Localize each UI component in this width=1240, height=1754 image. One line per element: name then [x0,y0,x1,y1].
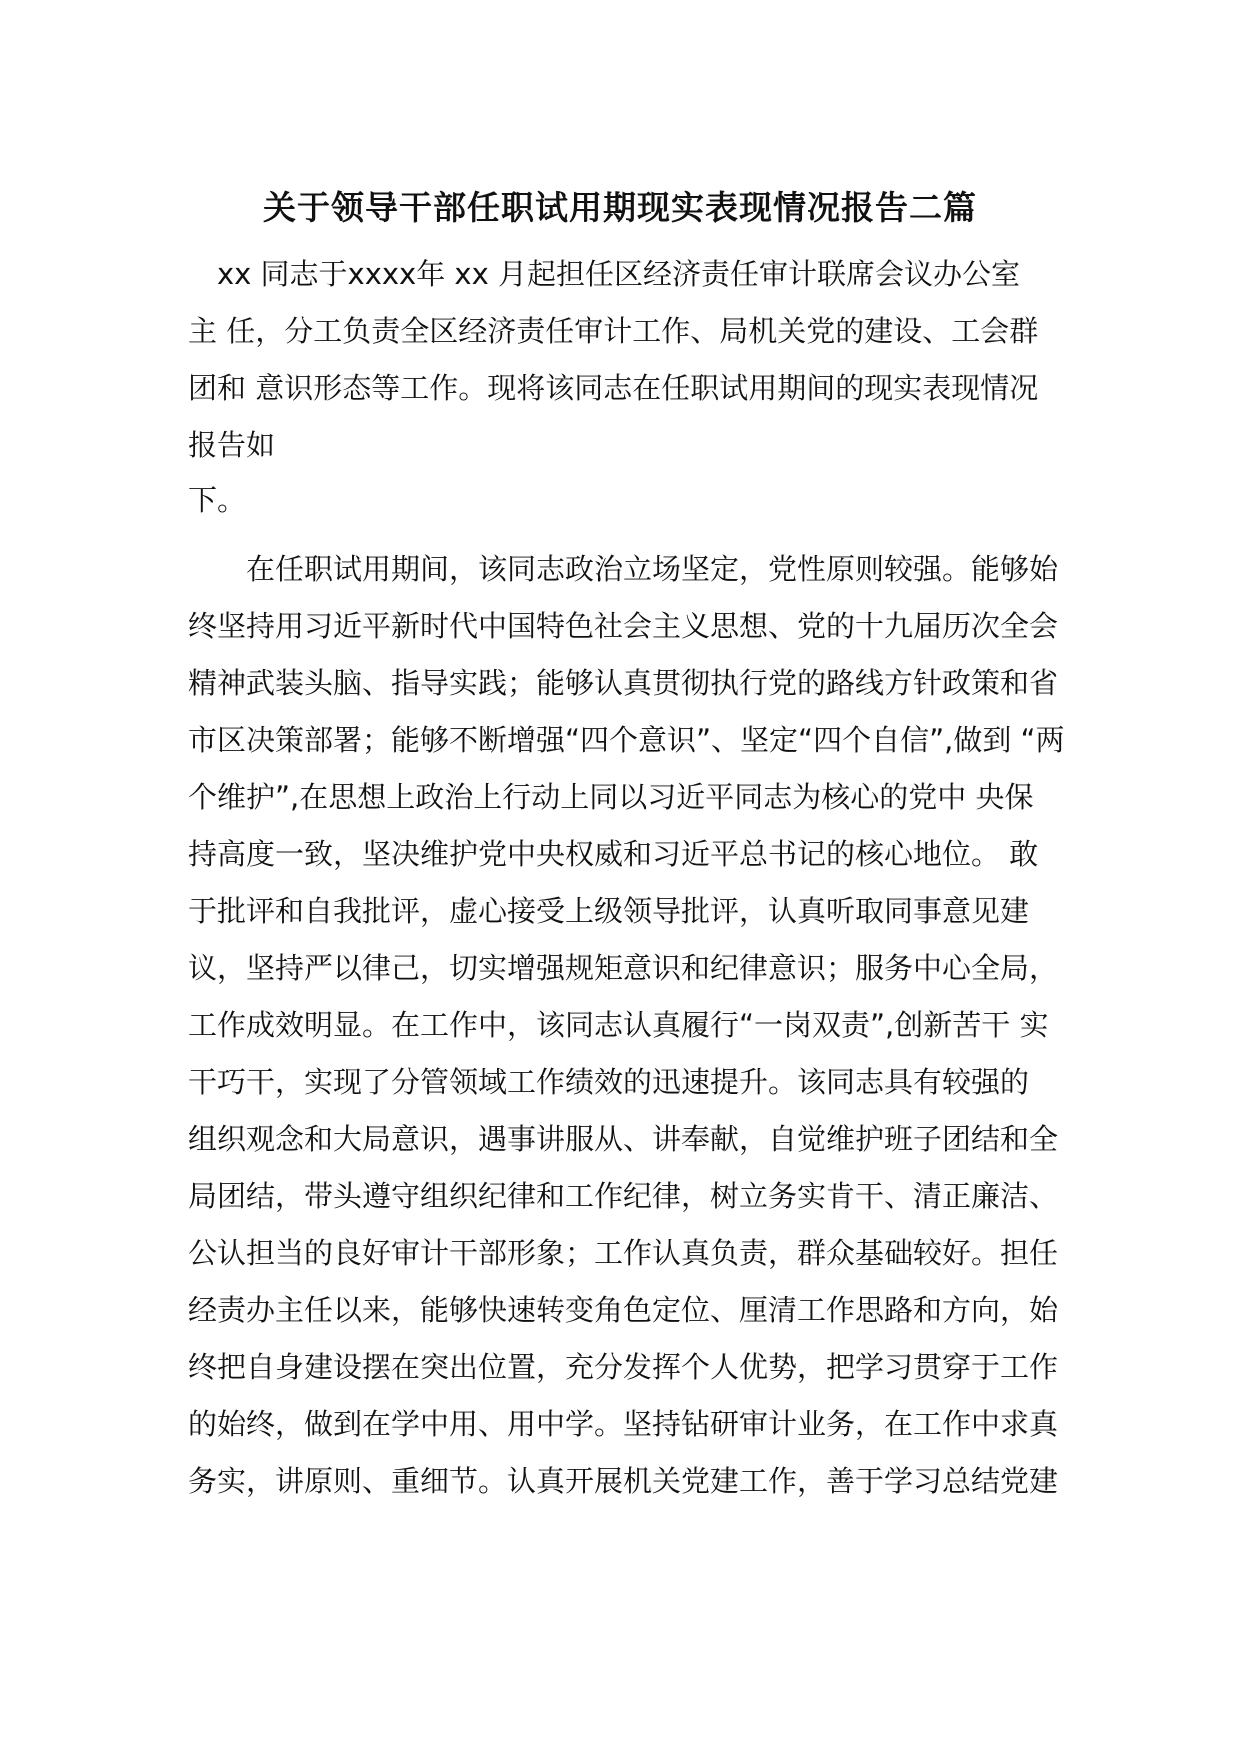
text-line: 组织观念和大局意识，遇事讲服从、讲奉献，自觉维护班子团结和全 [188,1122,1059,1156]
text-line: 市区决策部署；能够不断增强“四个意识”、坚定“四个自信”,做到 “两 [188,723,1065,757]
text-line: 持高度一致，坚决维护党中央权威和习近平总书记的核心地位。 敢 [188,837,1039,871]
text-line: 个维护”,在思想上政治上行动上同以习近平同志为核心的党中 央保 [188,780,1034,814]
text-line: 报告如 [188,428,276,462]
text-line: 在任职试用期间，该同志政治立场坚定，党性原则较强。能够始 [188,552,1059,586]
text-line: 局团结，带头遵守组织纪律和工作纪律，树立务实肯干、清正廉洁、 [188,1179,1059,1213]
text-line: 下。 [188,483,247,517]
text-line: 干巧干，实现了分管领域工作绩效的迅速提升。该同志具有较强的 [188,1065,1030,1099]
text-line: 精神武装头脑、指导实践；能够认真贯彻执行党的路线方针政策和省 [188,666,1059,700]
text-line: 公认担当的良好审计干部形象；工作认真负责，群众基础较好。担任 [188,1236,1059,1270]
text-line: 团和 意识形态等工作。现将该同志在任职试用期间的现实表现情况 [188,371,1039,405]
text-line: 工作成效明显。在工作中，该同志认真履行“一岗双责”,创新苦干 实 [188,1008,1049,1042]
text-line: xx 同志于xxxx年 xx 月起担任区经济责任审计联席会议办公室 [188,257,1020,291]
text-line: 的始终，做到在学中用、用中学。坚持钻研审计业务，在工作中求真 [188,1407,1059,1441]
text-line: 终把自身建设摆在突出位置，充分发挥个人优势，把学习贯穿于工作 [188,1350,1059,1384]
document-title: 关于领导干部任职试用期现实表现情况报告二篇 [263,188,977,227]
text-line: 经责办主任以来，能够快速转变角色定位、厘清工作思路和方向，始 [188,1293,1059,1327]
text-line: 于批评和自我批评，虚心接受上级领导批评，认真听取同事意见建 [188,894,1030,928]
text-line: 主 任，分工负责全区经济责任审计工作、局机关党的建设、工会群 [188,314,1039,348]
text-line: 终坚持用习近平新时代中国特色社会主义思想、党的十九届历次全会 [188,609,1059,643]
text-line: 务实，讲原则、重细节。认真开展机关党建工作，善于学习总结党建 [188,1464,1059,1498]
text-line: 议，坚持严以律己，切实增强规矩意识和纪律意识；服务中心全局， [188,951,1059,985]
